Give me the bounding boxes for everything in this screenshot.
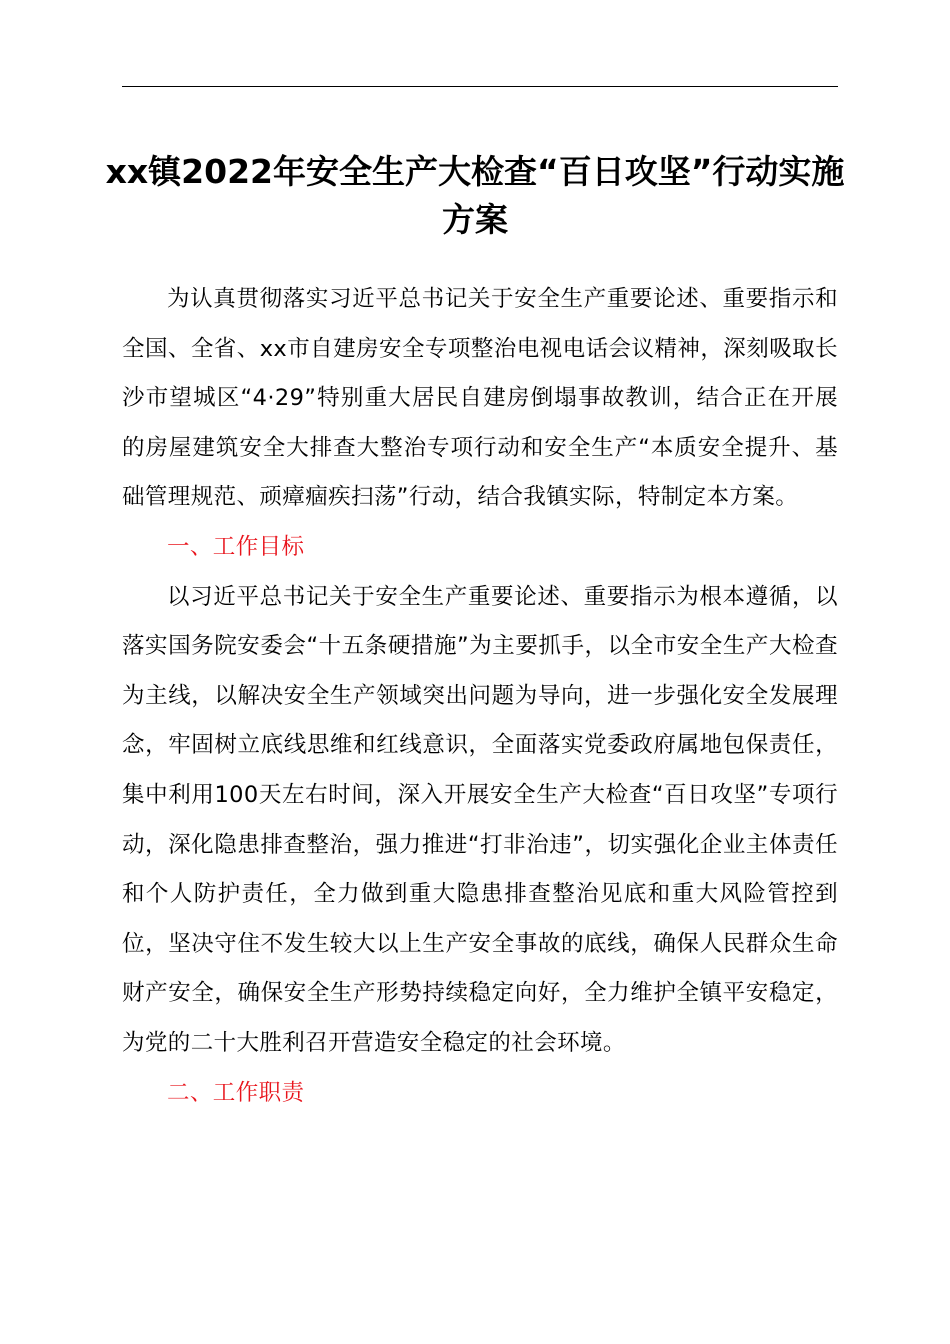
section-body-goals: 以习近平总书记关于安全生产重要论述、重要指示为根本遵循，以落实国务院安委会“十五条硬措施”为主要抓手，以全市安全生产大检查为主线，以解决安全生产领域突出问题为导向，进一步强化安全发展理念，牢固树立底线思维和红线意识，全面落实党委政府属地包保责任，集中利用100天左右时间，深入开展安全生产大检查“百日攻坚”专项行动，深化隐患排查整治，强力推进“打非治违”，切实强化企业主体责任和个人防护责任，全力做到重大隐患排查整治见底和重大风险管控到位，坚决守住不发生较大以上生产安全事故的底线，确保人民群众生命财产安全，确保安全生产形势持续稳定向好，全力维护全镇平安稳定，为党的二十大胜利召开营造安全稳定的社会环境。 xyxy=(122,583,838,1056)
header-rule xyxy=(122,86,838,87)
section-heading-duties: 二、工作职责 xyxy=(167,1079,305,1106)
section-heading-goals: 一、工作目标 xyxy=(167,533,305,560)
intro-paragraph: 为认真贯彻落实习近平总书记关于安全生产重要论述、重要指示和全国、全省、xx市自建房安全专项整治电视电话会议精神，深刻吸取长沙市望城区“4·29”特别重大居民自建房倒塌事故教训，结合正在开展的房屋建筑安全大排查大整治专项行动和安全生产“本质安全提升、基础管理规范、顽瘴痼疾扫荡”行动，结合我镇实际，特制定本方案。 xyxy=(122,286,838,511)
document-title: xx镇2022年安全生产大检查“百日攻坚”行动实施方案 xyxy=(105,152,845,239)
document-body xyxy=(122,275,838,1118)
